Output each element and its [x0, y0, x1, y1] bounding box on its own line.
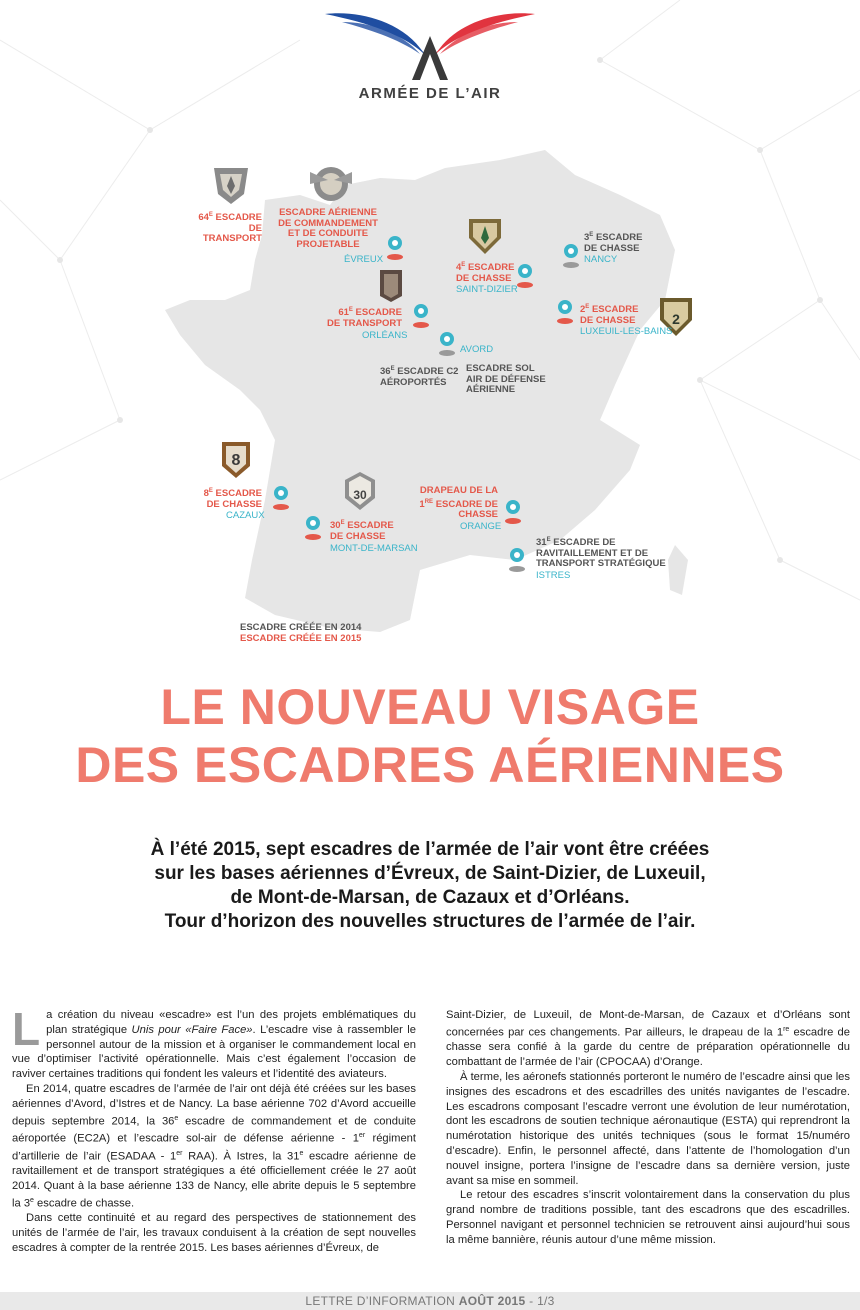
- footer-prefix: LETTRE D’INFORMATION: [305, 1294, 459, 1308]
- badge-4-escadre: [466, 216, 504, 256]
- logo-text: ARMÉE DE L’AIR: [358, 85, 502, 102]
- armee-de-l-air-logo: [320, 8, 540, 108]
- body-paragraph-1: La création du niveau «escadre» est l’un des projets emblématiques du plan stratégique Unis pour «Faire Face». L’escadre vise à rassembler le personnel autour de la mission et à organiser le commandement local en vue d’optimiser l’activité opérationnelle. Mais c’est également l’occasion de raviver certaines traditions qui fondent les valeurs et l’identité des aviateurs.: [12, 1003, 416, 1081]
- legend-2014: ESCADRE CRÉÉE EN 2014: [240, 622, 362, 633]
- pin-cazaux[interactable]: [270, 484, 292, 510]
- badge-64-escadre: [210, 164, 252, 206]
- label-3-escadre: $3^E$ ESCADRE DE CHASSE: [584, 232, 643, 254]
- label-64-escadre: $64^E$ ESCADRE DE TRANSPORT: [198, 212, 262, 245]
- dropcap: L: [12, 1003, 41, 1055]
- body-column-right: [446, 1008, 850, 1247]
- city-luxeuil: LUXEUIL-LES-BAINS: [580, 326, 673, 337]
- pin-istres[interactable]: [506, 546, 528, 572]
- city-cazaux: CAZAUX: [226, 510, 265, 521]
- body-column-left: [12, 1003, 416, 1256]
- pin-avord[interactable]: [436, 330, 458, 356]
- badge-escadre-commandement: [308, 162, 354, 206]
- label-2-escadre: $2^E$ ESCADRE DE CHASSE: [580, 304, 639, 326]
- label-31-escadre: $31^E$ ESCADRE DE RAVITAILLEMENT ET DE TRANSPORT STRATÉGIQUE: [536, 537, 666, 570]
- legend-2015: ESCADRE CRÉÉE EN 2015: [240, 633, 362, 644]
- pin-mont-de-marsan[interactable]: [302, 514, 324, 540]
- label-4-escadre: $4^E$ ESCADRE DE CHASSE: [456, 262, 515, 284]
- map-legend: [240, 622, 361, 644]
- city-orleans: ORLÉANS: [362, 330, 408, 341]
- label-30-escadre: $30^E$ ESCADRE DE CHASSE: [330, 520, 394, 542]
- footer-bar: [0, 1292, 860, 1310]
- logo-wings-icon: [320, 8, 540, 83]
- footer-date: AOÛT 2015: [458, 1294, 526, 1308]
- label-61-escadre: $61^E$ ESCADRE DE TRANSPORT: [327, 307, 402, 329]
- body-paragraph-5: À terme, les aéronefs stationnés porteront le numéro de l’escadre ainsi que les insignes des escadrons et des escadrilles des unités navigantes de l’escadre. Les escadrons composant l’escadre verront une évolution de leur numérotation, dont les escadrons de soutien technique aéronautique (ESTA) qui reprendront la numérotation historique des unités techniques (sous le format 15/numéro d’escadre). Enfin, le personnel affecté, dans l’attente de l’homologation d’un nouvel insigne, portera l’insigne de l’escadre dans sa dernière version, juste avant sa mise en sommeil.: [446, 1070, 850, 1187]
- badge-8-number: 8: [231, 452, 241, 469]
- label-escadre-commandement: ESCADRE AÉRIENNE DE COMMANDEMENT ET DE CONDUITE PROJETABLE: [278, 207, 378, 250]
- pin-orleans[interactable]: [410, 302, 432, 328]
- intro-paragraph: [60, 838, 800, 934]
- city-saint-dizier: SAINT-DIZIER: [456, 284, 518, 295]
- intro-line-1: À l’été 2015, sept escadres de l’armée de l’air vont être créées: [150, 839, 710, 860]
- body-paragraph-3: Dans cette continuité et au regard des perspectives de stationnement des unités de l’armée de l’air, les travaux conduisent à la création de sept nouvelles escadres à compter de la rentrée 2015. Les bases aériennes d’Évreux, de: [12, 1212, 416, 1254]
- pin-evreux[interactable]: [384, 234, 406, 260]
- badge-30-number: 30: [353, 488, 367, 502]
- label-drapeau-1re-escadre: DRAPEAU DE LA 1RE ESCADRE DE CHASSE: [419, 485, 498, 521]
- title-line-1: LE NOUVEAU VISAGE: [160, 679, 700, 735]
- page-title: [0, 678, 860, 794]
- intro-line-3: de Mont-de-Marsan, de Cazaux et d’Orléans.: [230, 887, 630, 908]
- city-nancy: NANCY: [584, 254, 618, 265]
- pin-nancy[interactable]: [560, 242, 582, 268]
- body-paragraph-6: Le retour des escadres s’inscrit volontairement dans la conservation du plus grand nombre de traditions possible, tant des escadrons que des escadrilles. Personnel navigant et personnel technicien se retrouvent ainsi aujourd’hui sous la même bannière, réunis autour d’une même mission.: [446, 1189, 850, 1246]
- body-paragraph-4: Saint-Dizier, de Luxeuil, de Mont-de-Marsan, de Cazaux et d’Orléans sont concernées par ces changements. Par ailleurs, le drapeau de la 1re escadre de chasse sera confié à la garde du centre de préparation opérationnelle du combattant de l’armée de l’air (CPOCAA) d’Orange.: [446, 1009, 850, 1069]
- title-line-2: DES ESCADRES AÉRIENNES: [75, 737, 785, 793]
- badge-61-escadre: [378, 268, 404, 304]
- france-map-shape: [0, 110, 860, 670]
- footer-page: - 1/3: [525, 1294, 555, 1308]
- france-map: [0, 110, 860, 670]
- label-36-escadre: $36^E$ ESCADRE C2 AÉROPORTÉS: [380, 366, 459, 388]
- intro-line-4: Tour d’horizon des nouvelles structures de l’armée de l’air.: [164, 911, 696, 932]
- pin-orange[interactable]: [502, 498, 524, 524]
- city-istres: ISTRES: [536, 570, 571, 581]
- intro-line-2: sur les bases aériennes d’Évreux, de Saint-Dizier, de Luxeuil,: [154, 863, 706, 884]
- badge-2-number: 2: [672, 311, 680, 327]
- badge-30-escadre: [343, 470, 377, 512]
- city-mont-de-marsan: MONT-DE-MARSAN: [330, 543, 418, 554]
- pin-luxeuil[interactable]: [554, 298, 576, 324]
- badge-8-escadre: [220, 440, 252, 480]
- city-evreux: ÉVREUX: [344, 254, 384, 265]
- label-8-escadre: $8^E$ ESCADRE DE CHASSE: [203, 488, 262, 510]
- city-orange: ORANGE: [460, 521, 502, 532]
- city-avord: AVORD: [460, 344, 494, 355]
- label-escadre-sol-air: ESCADRE SOL AIR DE DÉFENSE AÉRIENNE: [466, 363, 546, 395]
- body-paragraph-2: En 2014, quatre escadres de l’armée de l’air ont déjà été créées sur les bases aériennes d’Avord, d’Istres et de Nancy. La base aérienne 702 d’Avord accueille depuis septembre 2014, la 36e escadre de commandement et de conduite aéroportée (EC2A) et l’escadre sol-air de défense aérienne - 1er régiment d’artillerie de l’air (ESADAA - 1er RAA). À Istres, la 31e escadre aérienne de ravitaillement et de transport stratégiques a été officiellement créée le 27 août 2014. Quant à la base aérienne 133 de Nancy, elle abrite depuis le 5 septembre la 3e escadre de chasse.: [12, 1082, 416, 1210]
